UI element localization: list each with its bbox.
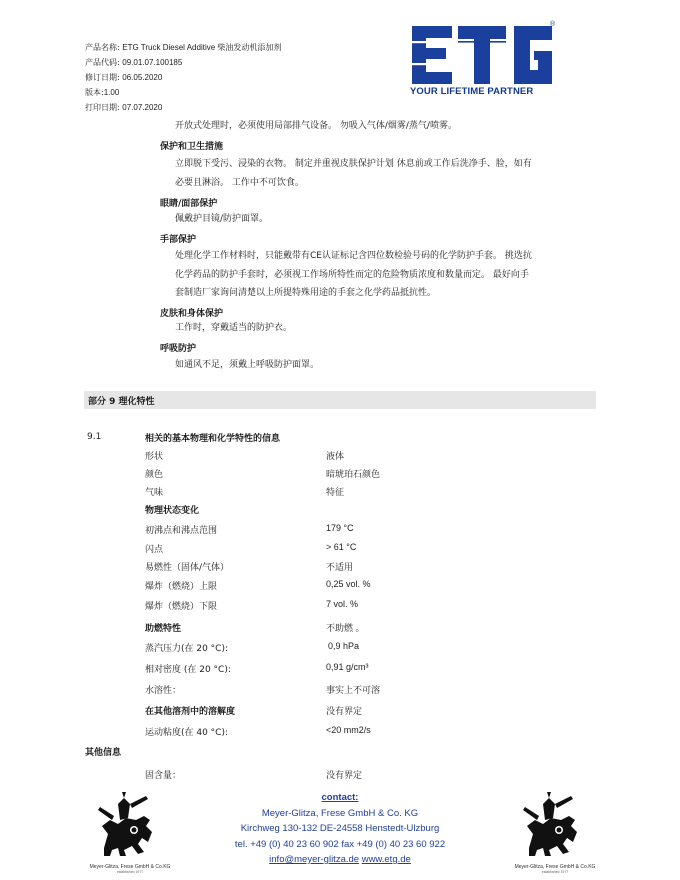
prop-value-viscosity: <20 mm2/s [326, 725, 371, 735]
respiratory-text: 如通风不足，须戴上呼吸防护面罩。 [175, 360, 320, 370]
prop-value-upper-limit: 0,25 vol. % [326, 579, 371, 589]
knight-caption-right-est: established 1977 [541, 870, 569, 874]
oxidizing-heading: 助燃特性 [145, 624, 182, 634]
website-link[interactable]: www.etg.de [361, 854, 411, 865]
prop-value-water-solubility: 事实上不可溶 [326, 685, 381, 695]
prop-name-vapor-pressure: 蒸汽压力(在 20 °C): [145, 644, 229, 654]
etg-logo-graphic [410, 20, 560, 90]
prop-name-boiling: 初沸点和沸点范围 [145, 526, 218, 536]
product-code-row: 产品代码: 09.01.07.100185 [85, 58, 183, 67]
print-date-row: 打印日期: 07.07.2020 [85, 103, 163, 112]
skin-body-heading: 皮肤和身体保护 [160, 309, 224, 319]
hygiene-line-2: 必要且淋浴。 工作中不可饮食。 [175, 177, 304, 188]
eye-face-heading: 眼睛/面部保护 [160, 199, 218, 209]
knight-caption-right: Meyer-Glitza, Frese GmbH & Co.KG [514, 864, 596, 870]
subsection-title: 相关的基本物理和化学特性的信息 [145, 434, 281, 444]
prop-name-color: 颜色 [145, 470, 164, 480]
prop-name-viscosity: 运动粘度(在 40 °C): [145, 728, 229, 738]
hand-heading: 手部保护 [160, 235, 197, 245]
section-9-bar [84, 391, 596, 409]
prop-value-density: 0,91 g/cm³ [326, 662, 369, 672]
email-link[interactable]: info@meyer-glitza.de [269, 854, 360, 865]
knight-logo-right [510, 790, 600, 874]
document-header-meta [85, 40, 281, 115]
company-phone: tel. +49 (0) 40 23 60 902 fax +49 (0) 40 23 60 922 [234, 838, 446, 850]
hand-line-2: 化学药品的防护手套时，必须视工作场所特性而定的危险物质浓度和数量而定。 最好向手 [175, 269, 529, 280]
hygiene-text [175, 155, 532, 192]
other-solvent-value: 没有界定 [326, 706, 363, 716]
prop-name-form: 形状 [145, 452, 164, 462]
hand-line-3: 套制造厂家询问清楚以上所提特殊用途的手套之化学药品抵抗性。 [175, 288, 437, 298]
product-name-row: 产品名称: ETG Truck Diesel Additive 柴油发动机添加剂 [85, 43, 282, 52]
prop-value-flash: > 61 °C [326, 542, 357, 552]
prop-name-density: 相对密度 (在 20 °C): [145, 665, 231, 675]
skin-body-text: 工作时，穿戴适当的防护衣。 [175, 323, 293, 333]
hand-line-1: 处理化学工作材料时，只能戴带有CE认证标记含四位数检验号码的化学防护手套。 挑选抗 [175, 251, 532, 261]
state-change-heading: 物理状态变化 [145, 506, 200, 516]
prop-value-color: 暗琥珀石颜色 [326, 469, 381, 479]
prop-name-lower-limit: 爆炸（燃烧）下限 [145, 602, 218, 612]
other-solvent-heading: 在其他溶剂中的溶解度 [145, 707, 236, 717]
knight-caption-left-est: established 1977 [116, 870, 144, 874]
version-row: 版本:1.00 [85, 88, 120, 97]
company-name: Meyer-Glitza, Frese GmbH & Co. KG [261, 807, 419, 819]
prop-value-vapor-pressure: 0,9 hPa [328, 641, 360, 651]
section-9-title: 部分 9 理化特性 [88, 397, 155, 407]
prop-name-odor: 气味 [145, 488, 164, 498]
prop-value-odor: 特征 [326, 487, 345, 497]
prop-value-form: 液体 [326, 451, 345, 461]
knight-caption-left: Meyer-Glitza, Frese GmbH & Co.KG [89, 864, 171, 870]
hygiene-heading: 保护和卫生措施 [160, 142, 224, 152]
subsection-number: 9.1 [87, 432, 102, 442]
prop-value-solid-content: 没有界定 [326, 770, 363, 780]
knight-logo-left [85, 790, 175, 874]
exhaust-instruction: 开放式处理时，必须使用局部排气设备。 勿吸入气体/烟雾/蒸气/喷雾。 [175, 121, 457, 131]
registered-mark: ® [550, 21, 556, 28]
contact-label: contact: [321, 792, 359, 803]
prop-name-flash: 闪点 [145, 545, 164, 555]
footer-contact [190, 790, 490, 868]
prop-name-flammability: 易燃性（固体/气体） [145, 563, 230, 573]
revision-date-row: 修订日期: 06.05.2020 [85, 73, 163, 82]
other-info-heading: 其他信息 [85, 748, 122, 758]
prop-value-lower-limit: 7 vol. % [326, 599, 359, 609]
knight-emblem-icon [90, 790, 170, 860]
prop-name-water-solubility: 水溶性： [145, 686, 182, 696]
prop-name-solid-content: 固含量： [145, 771, 182, 781]
prop-value-flammability: 不适用 [326, 562, 354, 572]
oxidizing-value: 不助燃 。 [326, 623, 365, 633]
contact-links [190, 852, 490, 868]
eye-face-text: 佩戴护目镜/防护面罩。 [175, 214, 269, 224]
company-address: Kirchweg 130-132 DE-24558 Henstedt-Ulzburg [240, 823, 440, 834]
respiratory-heading: 呼吸防护 [160, 344, 197, 354]
prop-name-upper-limit: 爆炸（燃烧）上限 [145, 582, 218, 592]
hygiene-line-1: 立即脱下受污、浸染的衣物。 制定并重视皮肤保护计划 休息前或工作后洗净手、脸，如有 [175, 159, 532, 169]
prop-value-boiling: 179 °C [326, 523, 354, 533]
hand-text [175, 247, 532, 303]
knight-emblem-icon [515, 790, 595, 860]
logo-tagline: YOUR LIFETIME PARTNER [410, 86, 534, 97]
